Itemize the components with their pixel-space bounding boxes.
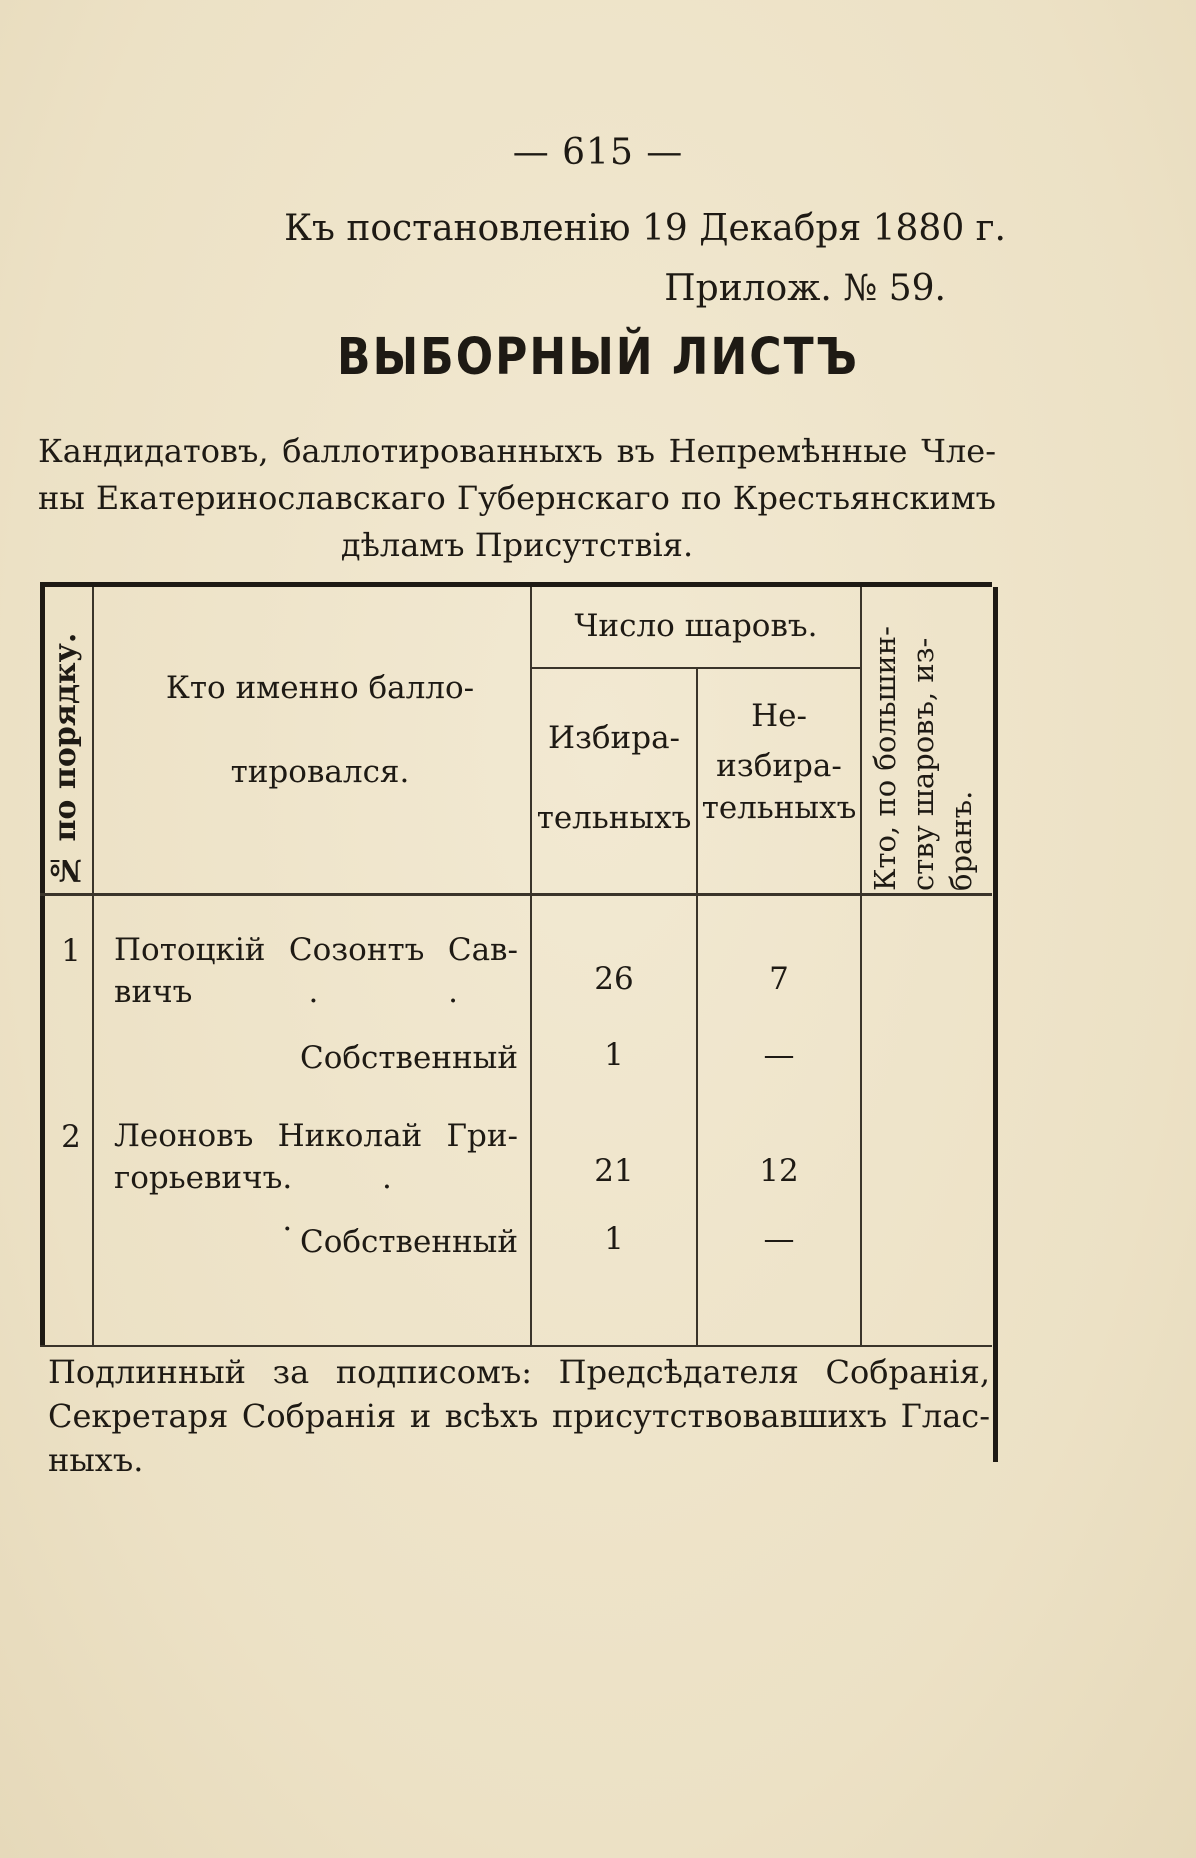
header-non-electing-line: избира- xyxy=(716,748,842,784)
header-balls-group: Число шаровъ. xyxy=(574,608,818,644)
appendix-number: Прилож. № 59. xyxy=(664,268,946,309)
electing-count: 26 xyxy=(594,961,634,997)
leader-dots: . . xyxy=(308,974,518,1010)
non-electing-count: 12 xyxy=(759,1153,799,1189)
header-electing-line: тельныхъ xyxy=(536,800,692,836)
candidate-name xyxy=(114,929,518,1013)
document-title: ВЫБОРНЫЙ ЛИСТЪ xyxy=(337,328,859,387)
candidate-name-line: горьевичъ xyxy=(114,1160,283,1196)
table-bottom-line xyxy=(40,1345,992,1347)
header-non-electing xyxy=(698,695,860,829)
own-ball-label: Собственный xyxy=(299,1224,518,1260)
header-non-electing-line: тельныхъ xyxy=(701,790,857,826)
electing-count: 21 xyxy=(594,1153,634,1189)
signature-note-line: ныхъ. xyxy=(48,1441,144,1479)
document-subtitle xyxy=(38,428,996,569)
leader-dots: . . . xyxy=(282,1160,432,1238)
non-electing-count: 7 xyxy=(769,961,789,997)
signature-note-line: Секретаря Собранія и всѣхъ присутствовавшихъ Глас- xyxy=(48,1397,990,1435)
subtitle-line: Кандидатовъ, баллотированныхъ въ Непремѣнные Чле- xyxy=(38,432,996,470)
candidate-name-line: Леоновъ Николай Гри- xyxy=(114,1118,518,1154)
subtitle-line: дѣламъ Присутствія. xyxy=(340,526,694,564)
signature-note xyxy=(48,1350,990,1482)
column-divider xyxy=(92,587,94,1347)
subtitle-line: ны Екатеринославскаго Губернскаго по Крестьянскимъ xyxy=(38,479,996,517)
own-non-electing-count: — xyxy=(763,1221,795,1257)
header-electing xyxy=(532,717,696,839)
signature-note-line: Подлинный за подписомъ: Предсѣдателя Собранія, xyxy=(48,1353,990,1391)
own-electing-count: 1 xyxy=(604,1037,624,1073)
table-border-left xyxy=(40,587,45,1347)
ballot-table xyxy=(40,582,992,1347)
own-non-electing-count: — xyxy=(763,1037,795,1073)
candidate-name-line: вичъ xyxy=(114,974,193,1010)
row-number: 2 xyxy=(61,1119,81,1155)
row-number: 1 xyxy=(61,933,81,969)
own-electing-count: 1 xyxy=(604,1221,624,1257)
header-non-electing-line: Не- xyxy=(751,698,807,734)
header-electing-line: Избира- xyxy=(547,720,681,756)
header-candidate-line: Кто именно балло- xyxy=(165,670,475,706)
header-bottom-line xyxy=(40,893,992,896)
column-divider xyxy=(860,587,862,1347)
candidate-name-line: Потоцкій Созонтъ Сав- xyxy=(114,932,518,968)
header-elected-line: Кто, по большин- xyxy=(868,626,902,891)
header-subdivider xyxy=(530,667,860,669)
header-elected-line: бранъ. xyxy=(944,790,978,891)
own-ball-label: Собственный xyxy=(299,1040,518,1076)
header-elected-line: ству шаровъ, из- xyxy=(906,637,940,891)
header-candidate xyxy=(120,667,520,793)
header-candidate-line: тировался. xyxy=(230,754,410,790)
table-border-right xyxy=(993,587,998,1462)
header-elected xyxy=(866,601,980,891)
resolution-date: Къ постановленію 19 Декабря 1880 г. xyxy=(284,208,1006,249)
header-order: № по порядку. xyxy=(48,632,83,887)
page-number: — 615 — xyxy=(512,132,684,173)
